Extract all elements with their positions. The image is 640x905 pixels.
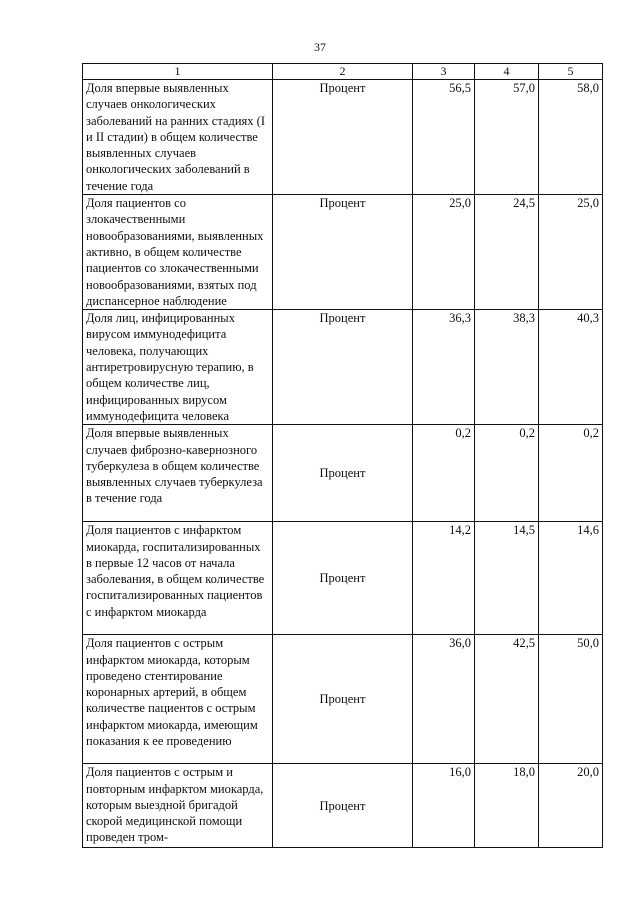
value-col-3: 56,5 (413, 80, 475, 195)
unit-cell: Процент (273, 425, 413, 522)
table-row (83, 195, 603, 310)
value-col-5: 14,6 (539, 522, 603, 635)
indicator-name: Доля пациентов с острым инфарктом миокарда, которым проведено стентирование коронарных артерий, в общем количестве пациентов с острым инфарктом миокарда, имеющим показания к ее проведению (83, 635, 273, 764)
value-col-4: 18,0 (475, 764, 539, 848)
value-col-3: 0,2 (413, 425, 475, 522)
header-row (83, 64, 603, 80)
header-col-5: 5 (539, 64, 603, 80)
indicator-name: Доля пациентов с острым и повторным инфарктом миокарда, которым выездной бригадой скорой медицинской помощи проведен тром- (83, 764, 273, 848)
header-col-4: 4 (475, 64, 539, 80)
indicator-name: Доля пациентов с инфарктом миокарда, госпитализированных в первые 12 часов от начала заболевания, в общем количестве госпитализированных пациентов с инфарктом миокарда (83, 522, 273, 635)
value-col-5: 20,0 (539, 764, 603, 848)
table-row (83, 310, 603, 425)
value-col-3: 14,2 (413, 522, 475, 635)
value-col-5: 58,0 (539, 80, 603, 195)
value-col-3: 36,0 (413, 635, 475, 764)
value-col-5: 25,0 (539, 195, 603, 310)
page-number: 37 (314, 40, 326, 54)
unit-cell: Процент (273, 764, 413, 848)
value-col-3: 25,0 (413, 195, 475, 310)
table-row (83, 425, 603, 522)
value-col-5: 50,0 (539, 635, 603, 764)
value-col-4: 14,5 (475, 522, 539, 635)
value-col-5: 40,3 (539, 310, 603, 425)
value-col-4: 0,2 (475, 425, 539, 522)
value-col-4: 42,5 (475, 635, 539, 764)
value-col-4: 57,0 (475, 80, 539, 195)
value-col-3: 16,0 (413, 764, 475, 848)
value-col-5: 0,2 (539, 425, 603, 522)
table-row (83, 522, 603, 635)
table-row (83, 764, 603, 848)
indicator-name: Доля лиц, инфицированных вирусом иммунодефицита человека, получающих антиретровирусную терапию, в общем количестве лиц, инфицированных вирусом иммунодефицита человека (83, 310, 273, 425)
unit-cell: Процент (273, 635, 413, 764)
indicators-table (82, 63, 603, 848)
header-col-2: 2 (273, 64, 413, 80)
unit-cell: Процент (273, 80, 413, 195)
table-row (83, 635, 603, 764)
table-row (83, 80, 603, 195)
value-col-4: 24,5 (475, 195, 539, 310)
value-col-4: 38,3 (475, 310, 539, 425)
indicator-name: Доля впервые выявленных случаев онкологических заболеваний на ранних стадиях (I и II стадии) в общем количестве выявленных случаев онкологических заболеваний в течение года (83, 80, 273, 195)
unit-cell: Процент (273, 522, 413, 635)
value-col-3: 36,3 (413, 310, 475, 425)
header-col-3: 3 (413, 64, 475, 80)
indicator-name: Доля впервые выявленных случаев фиброзно-кавернозного туберкулеза в общем количестве выявленных случаев туберкулеза в течение года (83, 425, 273, 522)
unit-cell: Процент (273, 310, 413, 425)
header-col-1: 1 (83, 64, 273, 80)
unit-cell: Процент (273, 195, 413, 310)
indicator-name: Доля пациентов со злокачественными новообразованиями, выявленных активно, в общем количестве пациентов со злокачественными новообразованиями, взятых под диспансерное наблюдение (83, 195, 273, 310)
